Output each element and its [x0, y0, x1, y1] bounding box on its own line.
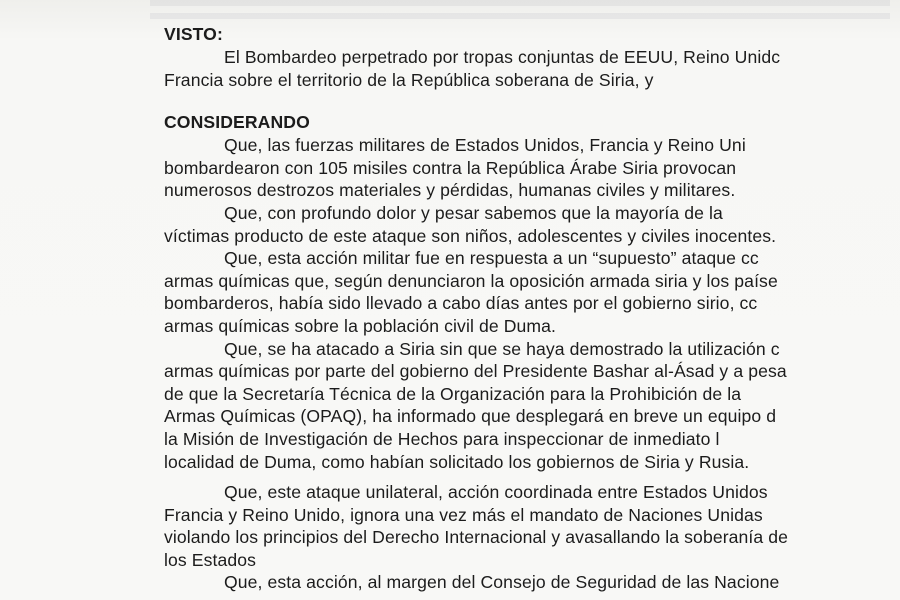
- paragraph-line: localidad de Duma, como habían solicitado los gobiernos de Siria y Rusia.: [164, 451, 750, 472]
- paragraph-line: Que, se ha atacado a Siria sin que se haya demostrado la utilización c: [224, 338, 780, 359]
- spacer: [164, 473, 900, 481]
- paragraph-line: los Estados: [164, 549, 257, 570]
- visto-heading: VISTO:: [164, 24, 223, 44]
- paragraph-line: armas químicas que, según denunciaron la oposición armada siria y los paíse: [164, 270, 778, 291]
- paragraph-line: Armas Químicas (OPAQ), ha informado que desplegará en breve un equipo d: [164, 406, 777, 427]
- paragraph-line: Que, este ataque unilateral, acción coordinada entre Estados Unidos: [224, 482, 768, 503]
- document-body: [164, 22, 900, 594]
- paragraph-line: armas químicas sobre la población civil de Duma.: [164, 315, 557, 336]
- considerando-heading: CONSIDERANDO: [164, 112, 310, 133]
- bleed-through-shadow: [150, 0, 890, 22]
- paragraph-line: Que, esta acción militar fue en respuesta a un “supuesto” ataque cc: [224, 248, 759, 269]
- paragraph-line: bombarderos, había sido llevado a cabo días antes por el gobierno sirio, cc: [164, 293, 758, 314]
- paragraph-line: armas químicas por parte del gobierno del Presidente Bashar al-Ásad y a pesa: [164, 361, 787, 382]
- paragraph-line: bombardearon con 105 misiles contra la República Árabe Siria provocan: [164, 157, 737, 178]
- paragraph-line: víctimas producto de este ataque son niños, adolescentes y civiles inocentes.: [164, 225, 777, 246]
- paragraph-line: de que la Secretaría Técnica de la Organización para la Prohibición de la: [164, 383, 742, 404]
- paragraph-line: numerosos destrozos materiales y pérdidas, humanas civiles y militares.: [164, 180, 736, 201]
- paragraph-line: violando los principios del Derecho Internacional y avasallando la soberanía de: [164, 527, 789, 548]
- paragraph-line: Que, las fuerzas militares de Estados Unidos, Francia y Reino Uni: [224, 135, 746, 156]
- paragraph-line: Que, esta acción, al margen del Consejo de Seguridad de las Nacione: [224, 572, 780, 593]
- visto-line: El Bombardeo perpetrado por tropas conjuntas de EEUU, Reino Unidc: [224, 47, 781, 67]
- paragraph-line: la Misión de Investigación de Hechos para inspeccionar de inmediato l: [164, 428, 720, 449]
- visto-line: Francia sobre el territorio de la República soberana de Siria, y: [164, 69, 654, 90]
- paragraph-line: Que, con profundo dolor y pesar sabemos que la mayoría de la: [224, 202, 723, 223]
- spacer: [164, 91, 900, 110]
- paragraph-line: Francia y Reino Unido, ignora una vez más el mandato de Naciones Unidas: [164, 504, 763, 525]
